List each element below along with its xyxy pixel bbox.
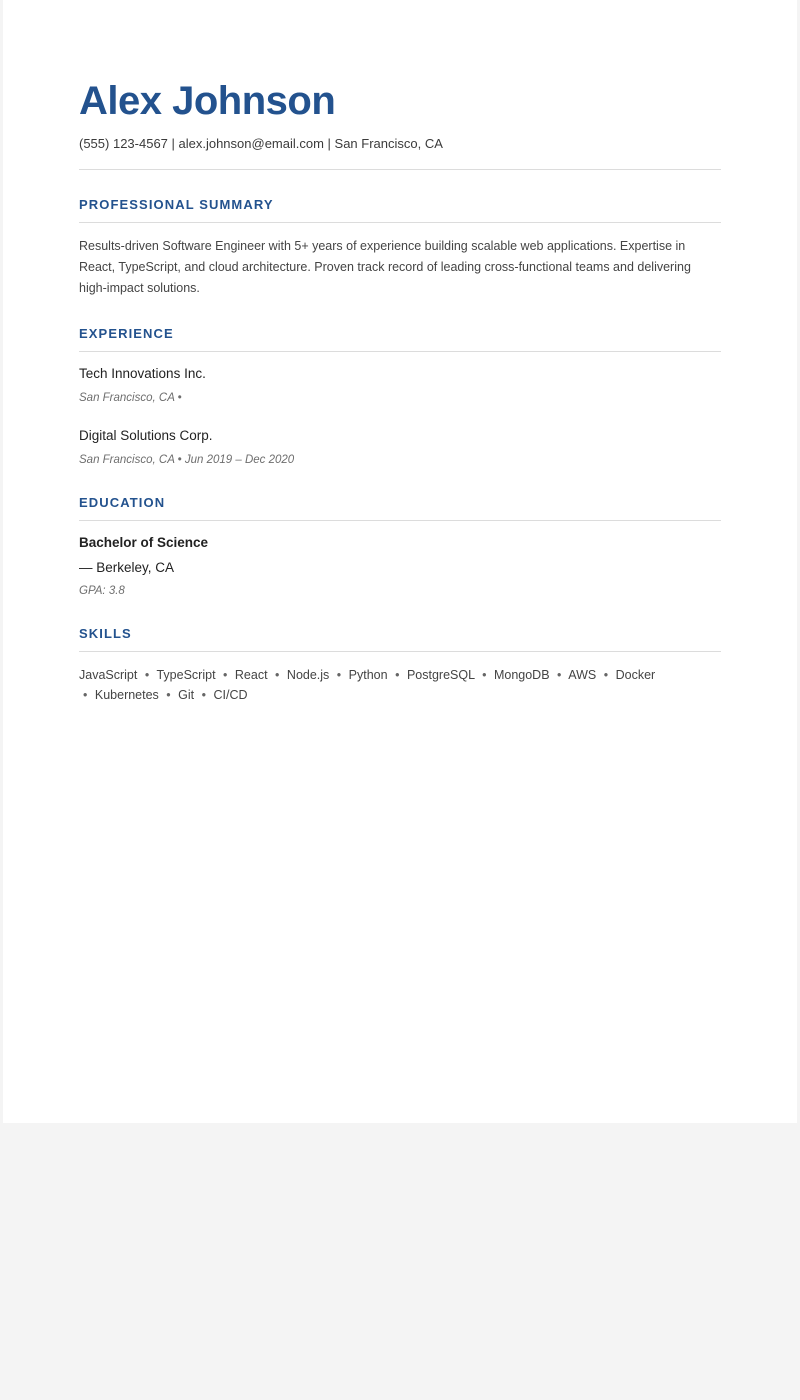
skill-separator: • xyxy=(336,668,342,682)
skill-separator: • xyxy=(557,668,562,682)
skill-item: MongoDB xyxy=(493,668,550,682)
skill-item: Docker xyxy=(615,668,656,682)
skill-item: Python xyxy=(348,668,388,682)
job-entry xyxy=(79,365,721,406)
job-meta: San Francisco, CA • xyxy=(79,392,182,404)
section-divider xyxy=(79,651,721,652)
resume-page xyxy=(3,0,797,1123)
skill-item: TypeScript xyxy=(156,668,216,682)
skills-section xyxy=(79,626,721,705)
skill-separator: • xyxy=(603,668,609,682)
skill-separator: • xyxy=(144,668,150,682)
job-meta: San Francisco, CA • Jun 2019 – Dec 2020 xyxy=(79,454,295,466)
skill-separator: • xyxy=(395,668,400,682)
skill-item: JavaScript xyxy=(79,668,138,682)
experience-heading: EXPERIENCE xyxy=(79,326,174,341)
summary-heading: PROFESSIONAL SUMMARY xyxy=(79,197,274,212)
skill-separator: • xyxy=(201,688,207,702)
education-degree: Bachelor of Science xyxy=(79,535,209,550)
skill-item: Git xyxy=(178,688,195,702)
skill-separator: • xyxy=(482,668,487,682)
summary-section xyxy=(79,197,721,299)
skill-item: AWS xyxy=(568,668,597,682)
experience-section xyxy=(79,326,721,468)
skill-item: Node.js xyxy=(286,668,330,682)
education-heading: EDUCATION xyxy=(79,495,166,510)
job-entry xyxy=(79,427,721,468)
section-divider xyxy=(79,351,721,352)
skill-item: React xyxy=(234,668,268,682)
job-company: Tech Innovations Inc. xyxy=(79,366,206,381)
summary-text: Results-driven Software Engineer with 5+ years of experience building scalable web applications. Expertise in React, TypeScript, and cloud architecture. Proven track record of leading cross-functional teams and delivering high-impact solutions. xyxy=(79,239,691,295)
skill-separator: • xyxy=(275,668,280,682)
skill-item: Kubernetes xyxy=(94,688,159,702)
skill-item: CI/CD xyxy=(213,688,248,702)
education-entry xyxy=(79,534,721,599)
skill-separator: • xyxy=(166,688,171,702)
section-divider xyxy=(79,520,721,521)
contact-line: (555) 123-4567 | alex.johnson@email.com | San Francisco, CA xyxy=(79,136,443,151)
skills-list xyxy=(79,665,659,705)
job-company: Digital Solutions Corp. xyxy=(79,428,213,443)
skill-separator: • xyxy=(223,668,228,682)
candidate-name: Alex Johnson xyxy=(79,79,336,123)
section-divider xyxy=(79,222,721,223)
header-divider xyxy=(79,169,721,170)
skill-separator: • xyxy=(83,688,88,702)
skill-item: PostgreSQL xyxy=(406,668,475,682)
skills-heading: SKILLS xyxy=(79,626,132,641)
education-gpa: GPA: 3.8 xyxy=(79,585,125,597)
education-school: — Berkeley, CA xyxy=(79,560,175,575)
education-section xyxy=(79,495,721,599)
